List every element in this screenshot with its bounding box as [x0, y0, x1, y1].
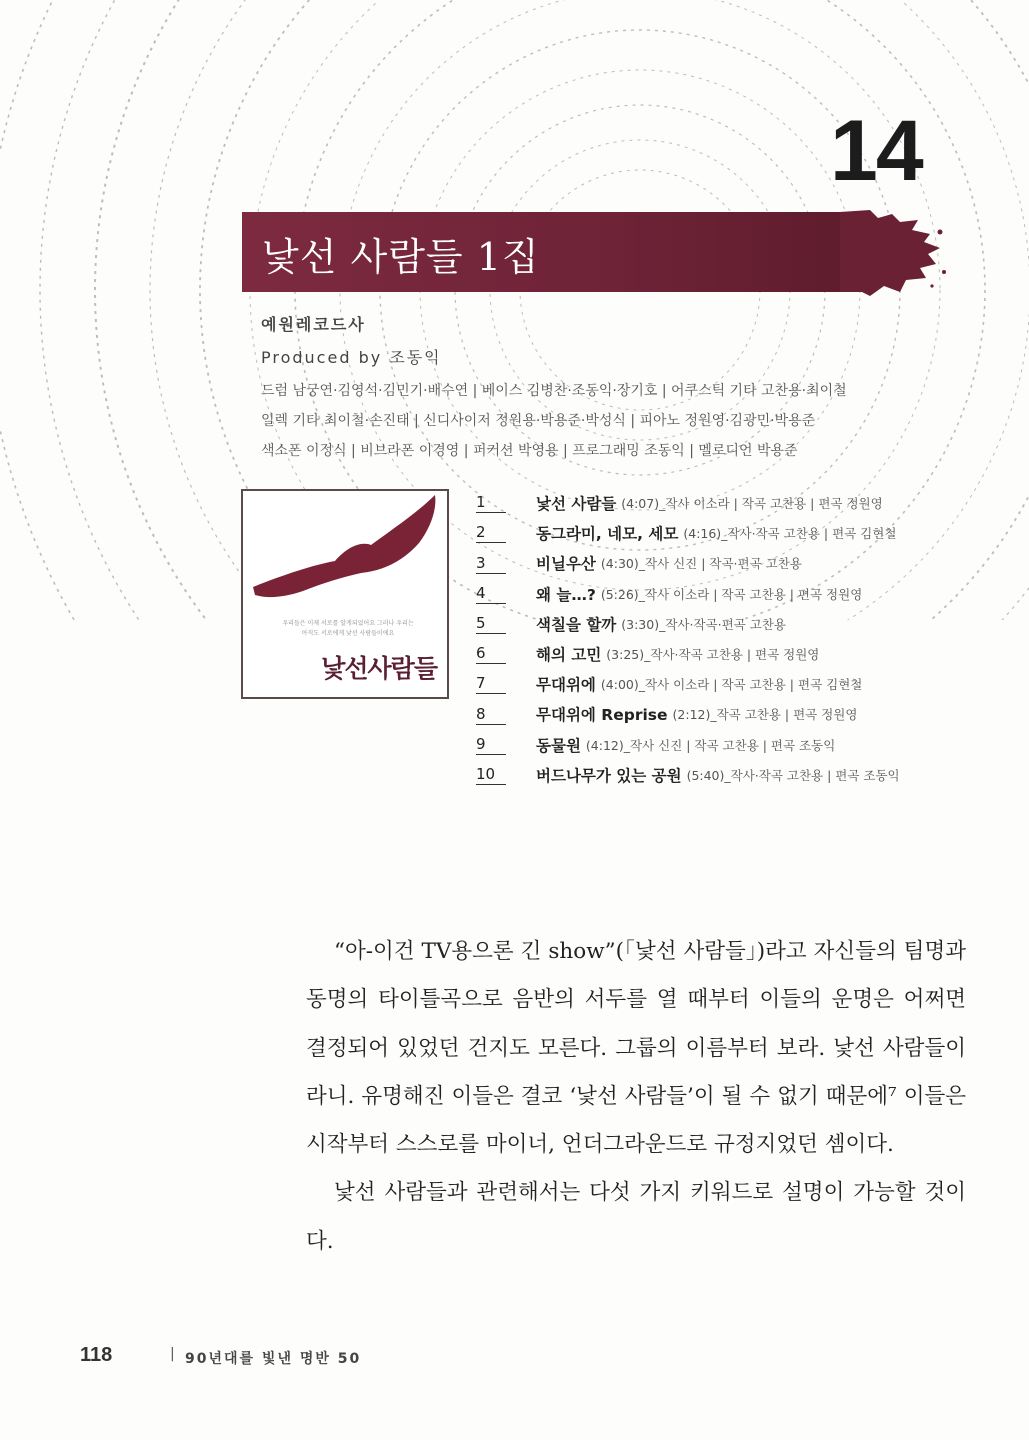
track-number: 3 [476, 554, 506, 574]
track-title: 색칠을 할까 [536, 615, 617, 634]
track-title: 동물원 [536, 736, 581, 755]
track-title: 왜 늘…? [536, 585, 596, 604]
track-credit: (2:12)_작곡 고찬용 | 편곡 정원영 [672, 707, 858, 723]
track-number: 7 [476, 674, 506, 694]
album-title: 낯선 사람들 1집 [262, 235, 540, 279]
track-credit: (4:07)_작사 이소라 | 작곡 고찬용 | 편곡 정원영 [621, 496, 883, 512]
track-list [476, 488, 996, 790]
track-credit: (5:26)_작사 이소라 | 작곡 고찬용 | 편곡 정원영 [600, 586, 863, 602]
footer-page-number: 118 [80, 1344, 113, 1366]
track-number: 9 [476, 735, 506, 755]
track-title: 버드나무가 있는 공원 [536, 766, 682, 785]
track-number: 10 [476, 765, 506, 785]
chapter-number: 14 [830, 103, 922, 199]
cover-small-text: 우리들은 이제 서로를 알게되었어요 그러나 우리는 [282, 620, 414, 627]
track-number: 6 [476, 644, 506, 664]
track-title: 낯선 사람들 [536, 495, 617, 514]
track-credit: (4:16)_작사·작곡 고찬용 | 편곡 김현철 [683, 526, 897, 542]
track-row [476, 579, 996, 609]
personnel-line: 색소폰 이정식 | 비브라폰 이경영 | 퍼커션 박영용 | 프로그래밍 조동익 | 멜로디언 박용준 [261, 443, 798, 459]
track-credit: (5:40)_작사·작곡 고찬용 | 편곡 조동익 [686, 767, 900, 783]
track-row [476, 609, 996, 639]
track-credit: (4:12)_작사 신진 | 작곡 고찬용 | 편곡 조동익 [585, 737, 836, 753]
track-number: 4 [476, 584, 506, 604]
track-number: 2 [476, 523, 506, 543]
footer-separator: | [170, 1346, 175, 1362]
track-credit: (3:30)_작사·작곡·편곡 고찬용 [621, 616, 786, 632]
personnel-line: 드럼 남궁연·김영석·김민기·배수연 | 베이스 김병찬·조동익·장기호 | 어쿠스틱 기타 고찬용·최이철 [261, 383, 847, 399]
track-row [476, 488, 996, 518]
cover-small-text: 아직도 서로에게 낯선 사람들이에요 [301, 630, 395, 637]
track-row [476, 548, 996, 578]
track-credit: (3:25)_작사·작곡 고찬용 | 편곡 정원영 [606, 647, 820, 663]
track-row [476, 760, 996, 790]
body-text [306, 928, 966, 1266]
album-credits [261, 312, 847, 466]
track-credit: (4:00)_작사 이소라 | 작곡 고찬용 | 편곡 김현철 [600, 677, 863, 693]
body-paragraph: 낯선 사람들과 관련해서는 다섯 가지 키워드로 설명이 가능할 것이다. [306, 1180, 966, 1254]
track-row [476, 699, 996, 729]
record-label: 예원레코드사 [261, 315, 366, 334]
track-row [476, 518, 996, 548]
track-number: 5 [476, 614, 506, 634]
track-title: 동그라미, 네모, 세모 [536, 525, 679, 544]
personnel-line: 일렉 기타 최이철·손진태 | 신디사이저 정원용·박용준·박성식 | 피아노 정원영·김광민·박용준 [261, 413, 816, 429]
producer-credit: Produced by 조동익 [261, 348, 442, 367]
track-credit: (4:30)_작사 신진 | 작곡·편곡 고찬용 [600, 556, 802, 572]
album-cover [241, 489, 449, 699]
body-paragraph: “아-이건 TV용으론 긴 show”(「낯선 사람들」)라고 자신들의 팀명과 동명의 타이틀곡으로 음반의 서두를 열 때부터 이들의 운명은 어쩌면 결정되어 있었던 건지도 모른다. 그룹의 이름부터 보라. 낯선 사람들이라니. 유명해진 이들은 결코 ‘낯선 사람들’이 될 수 없기 때문에⁷ 이들은 시작부터 스스로를 마이너, 언더그라운드로 규정지었던 셈이다. [306, 939, 966, 1158]
track-row [476, 669, 996, 699]
brush-stroke-decoration [840, 208, 950, 298]
footer-book-title: 90년대를 빛낸 명반 50 [185, 1351, 362, 1367]
track-number: 1 [476, 493, 506, 513]
track-row [476, 730, 996, 760]
track-title: 비닐우산 [536, 555, 596, 574]
track-number: 8 [476, 705, 506, 725]
track-row [476, 639, 996, 669]
cover-title: 낯선사람들 [321, 654, 437, 683]
track-title: 해의 고민 [536, 646, 602, 665]
track-title: 무대위에 [536, 676, 596, 695]
track-title: 무대위에 Reprise [536, 706, 668, 725]
